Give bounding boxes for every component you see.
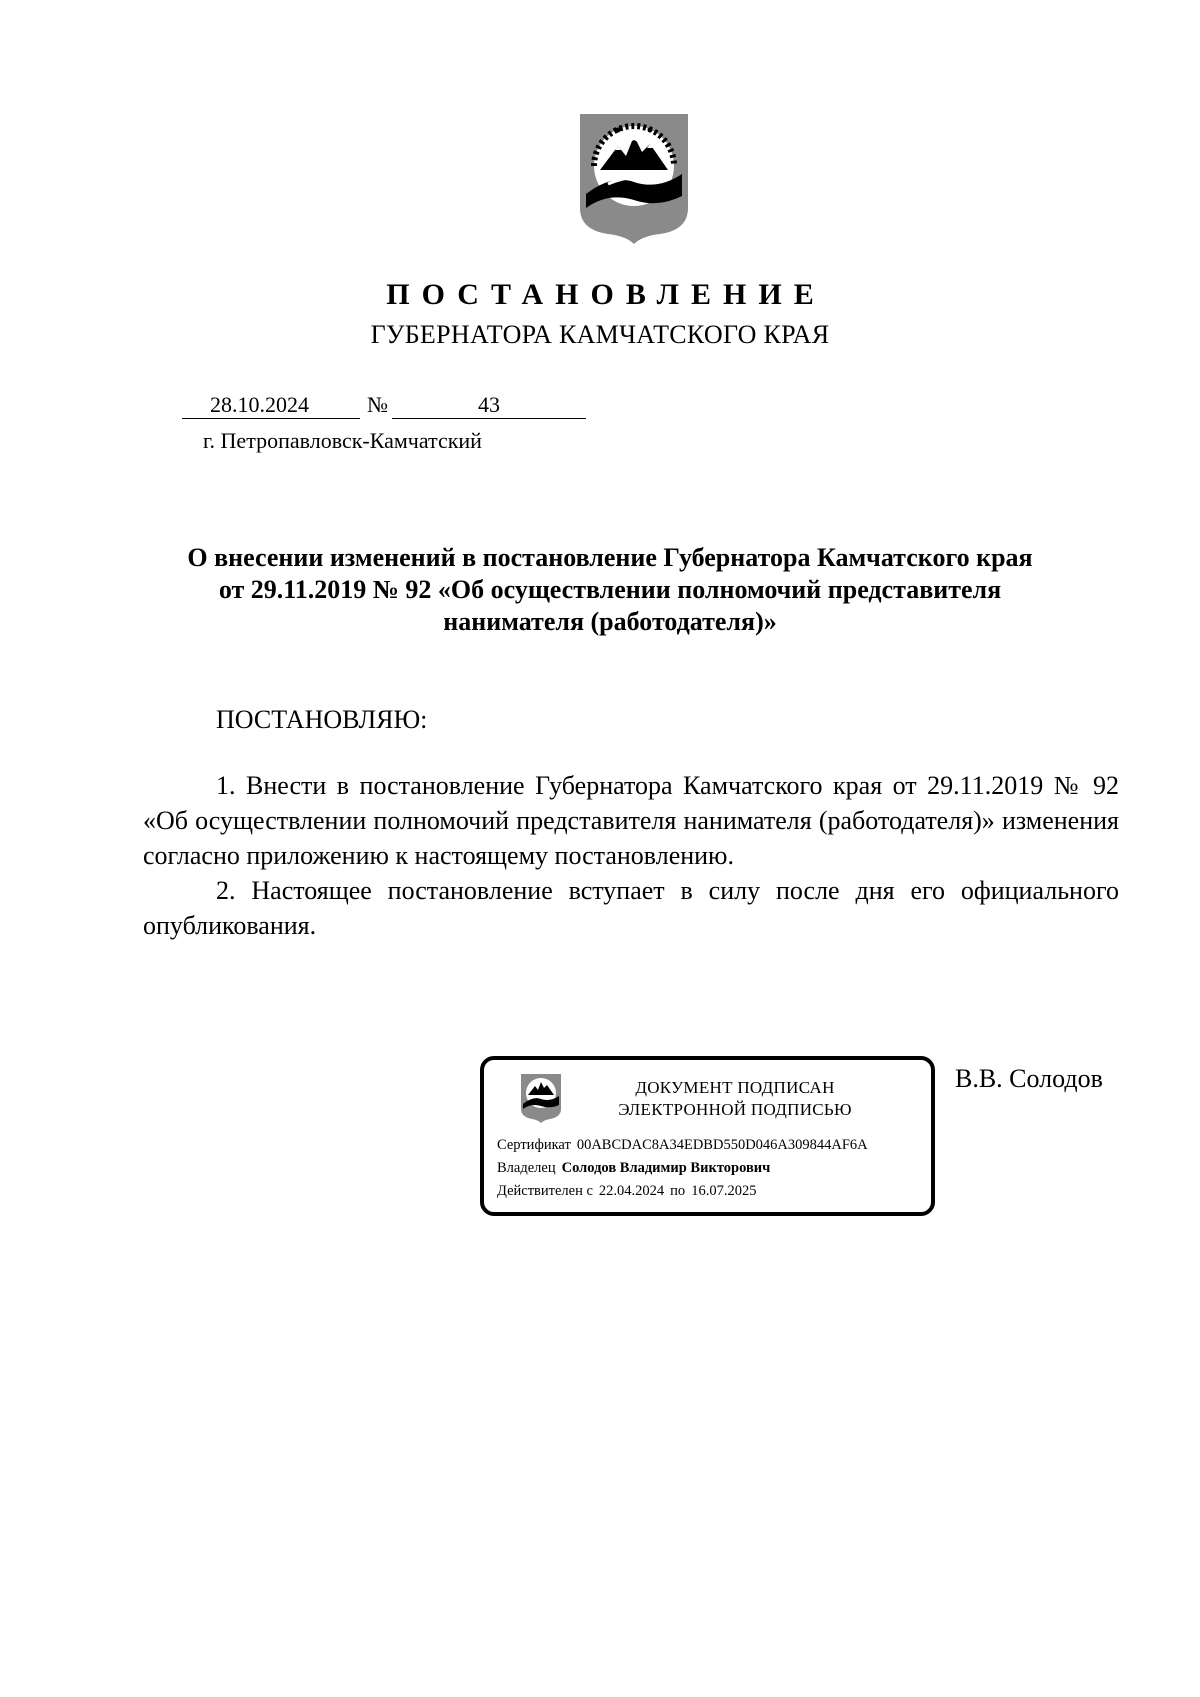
stamp-title-line-1: ДОКУМЕНТ ПОДПИСАН (635, 1078, 835, 1097)
subject-line: О внесении изменений в постановление Губернатора Камчатского края (187, 543, 1033, 572)
decree-word: ПОСТАНОВЛЯЮ: (216, 705, 428, 734)
number-underline (392, 418, 586, 419)
valid-label: Действителен с (497, 1183, 593, 1199)
kamchatka-coat-of-arms-icon (578, 112, 690, 244)
valid-to-label: по (670, 1183, 686, 1199)
valid-to: 16.07.2025 (691, 1183, 757, 1199)
valid-from: 22.04.2024 (598, 1183, 665, 1199)
date-underline (182, 418, 360, 419)
paragraph-2: 2. Настоящее постановление вступает в силу после дня его официального опубликования. (143, 876, 1119, 940)
stamp-title-line-2: ЭЛЕКТРОННОЙ ПОДПИСЬЮ (618, 1100, 852, 1119)
certificate-value: 00ABCDAC8A34EDBD550D046A309844AF6A (576, 1137, 868, 1153)
stamp-certificate (497, 1137, 868, 1154)
stamp-emblem-icon (520, 1073, 562, 1123)
subject-line: от 29.11.2019 № 92 «Об осуществлении полномочий представителя (218, 575, 1002, 604)
stamp-validity (497, 1183, 756, 1200)
paragraph-1: 1. Внести в постановление Губернатора Камчатского края от 29.11.2019 № 92 «Об осуществлении полномочий представителя нанимателя (работодателя)» изменения согласно приложению к настоящему постановлению. (143, 771, 1119, 870)
certificate-label: Сертификат (497, 1137, 571, 1153)
document-number: 43 (478, 392, 500, 417)
signer-name: В.В. Солодов (955, 1064, 1103, 1093)
issue-city: г. Петропавловск-Камчатский (203, 428, 482, 453)
issuing-authority: ГУБЕРНАТОРА КАМЧАТСКОГО КРАЯ (370, 320, 830, 349)
number-sign: № (367, 392, 388, 417)
owner-label: Владелец (497, 1160, 556, 1176)
document-date: 28.10.2024 (210, 392, 309, 417)
document-type: ПОСТАНОВЛЕНИЕ (386, 278, 826, 311)
document-subject (140, 542, 1080, 638)
owner-value: Солодов Владимир Викторович (561, 1160, 771, 1176)
stamp-owner (497, 1160, 770, 1177)
subject-line: нанимателя (работодателя)» (443, 607, 777, 636)
